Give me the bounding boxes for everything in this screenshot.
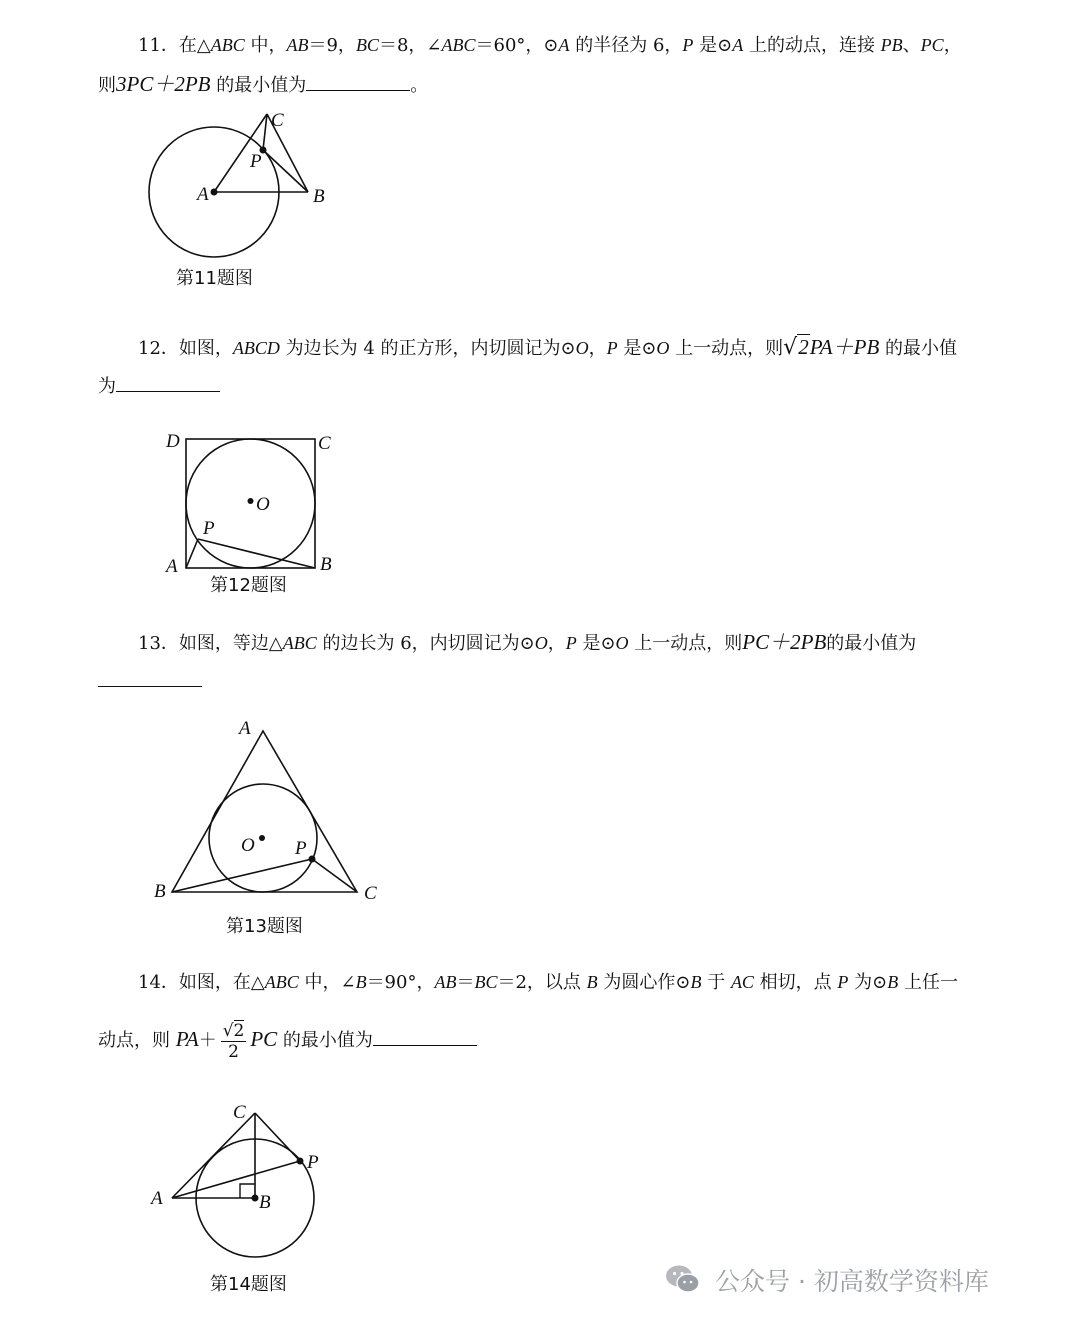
label-o: O [241, 835, 255, 856]
caption-11: 第11题图 [176, 268, 253, 289]
wechat-logo-icon [665, 1264, 701, 1296]
label-p: P [250, 151, 262, 172]
caption-14: 第14题图 [210, 1274, 287, 1295]
watermark [665, 1262, 989, 1298]
label-d: D [166, 431, 180, 452]
label-c: C [233, 1102, 246, 1123]
label-c: C [318, 433, 331, 454]
question-14-text: 14．如图，在△ABC 中，∠B＝90°，AB＝BC＝2，以点 B 为圆心作⊙B 于 AC 相切，点 P 为⊙B 上任一 动点，则 PA＋ $\frac{√2}{2}$ PC 的最小值为 [98, 972, 958, 1062]
label-a: A [197, 184, 209, 205]
label-p: P [295, 838, 307, 859]
question-11-text: 11．在△ABC 中，AB＝9，BC＝8，∠ABC＝60°，⊙A 的半径为 6，P 是⊙A 上的动点，连接 PB、PC， 则3PC＋2PB 的最小值为 。 [98, 35, 962, 96]
q11-expression: 3PC＋2PB [116, 72, 211, 96]
label-c: C [364, 883, 377, 904]
watermark-text: 公众号 · 初高数学资料库 [715, 1267, 989, 1296]
label-a: A [151, 1188, 163, 1209]
label-c: C [271, 110, 284, 131]
label-b: B [154, 881, 166, 902]
fraction-sqrt2-over-2: $\frac{√2}{2}$ [222, 1020, 245, 1062]
label-a: A [166, 556, 178, 577]
label-a: A [239, 718, 251, 739]
question-13-text: 13．如图，等边△ABC 的边长为 6，内切圆记为⊙O，P 是⊙O 上一动点，则PC＋2PB的最小值为 [98, 623, 988, 701]
caption-12: 第12题图 [210, 575, 287, 596]
label-b: B [320, 554, 332, 575]
label-o: O [256, 494, 270, 515]
question-12-text: 12．如图，ABCD 为边长为 4 的正方形，内切圆记为⊙O，P 是⊙O 上一动点，则√2PA＋PB 的最小值 为 [98, 328, 988, 406]
label-p: P [203, 518, 215, 539]
caption-13: 第13题图 [226, 916, 303, 937]
label-b: B [313, 186, 325, 207]
label-p: P [307, 1152, 319, 1173]
label-b: B [259, 1192, 271, 1213]
sqrt-symbol: √2 [783, 335, 809, 360]
